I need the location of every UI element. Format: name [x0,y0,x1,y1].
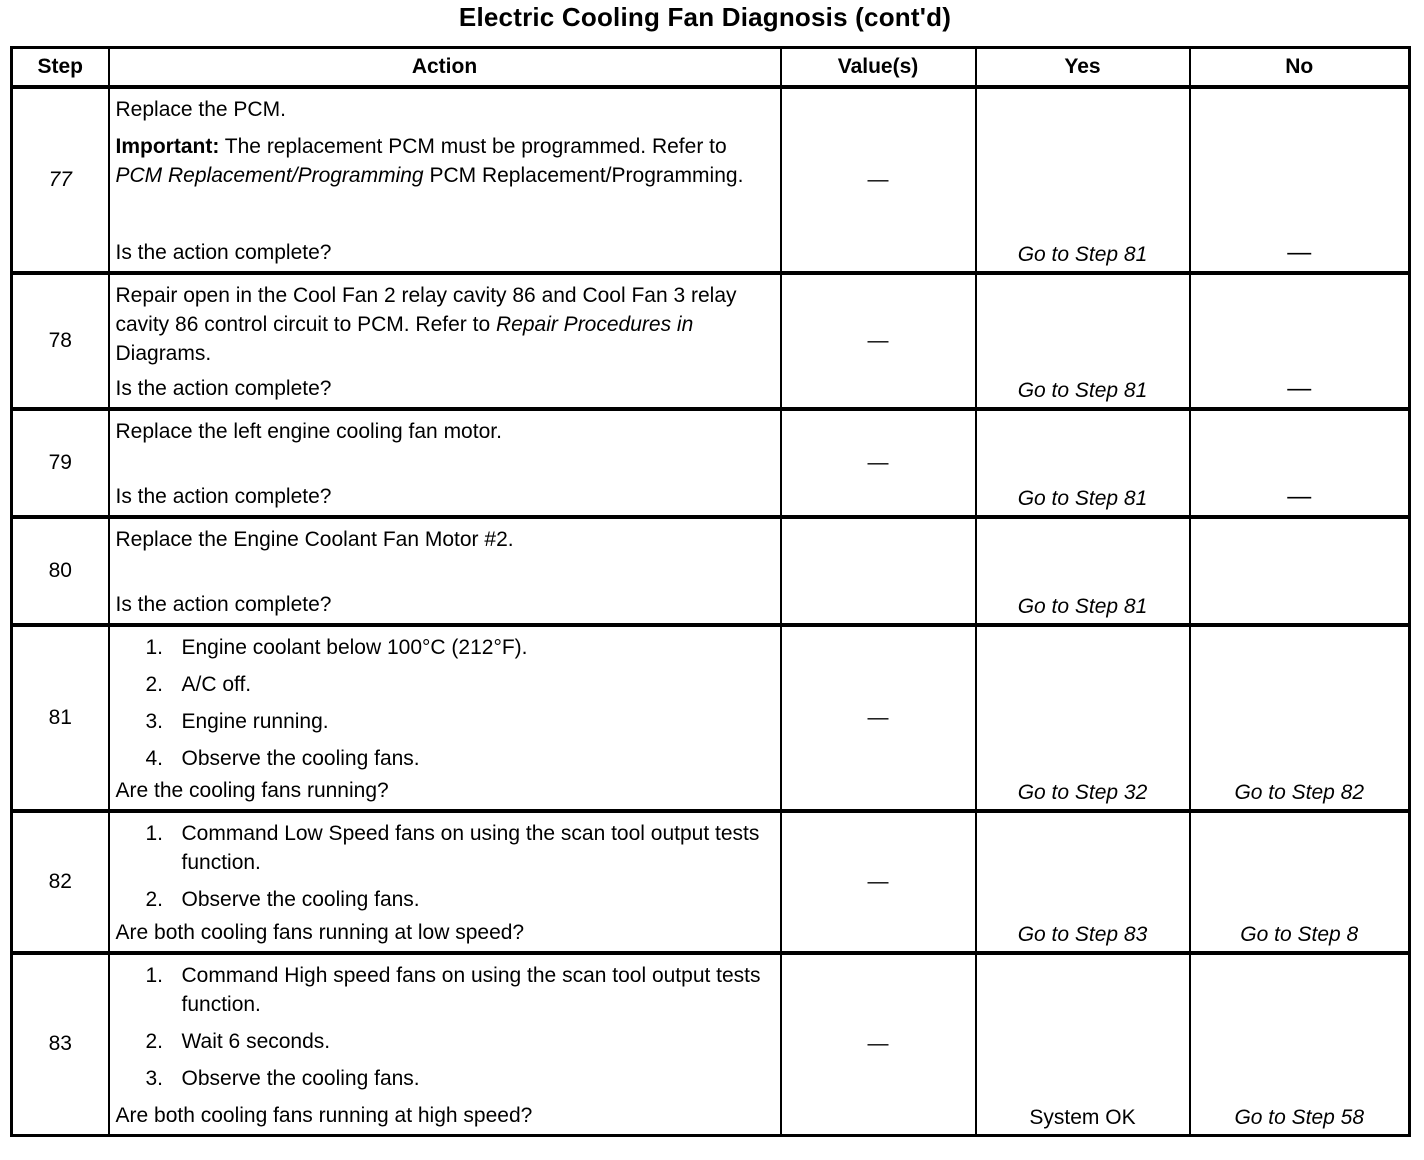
important-text: The replacement PCM must be programmed. Refer to [224,135,727,158]
header-step: Step [12,48,109,88]
action-steps-list [116,819,772,914]
yes-cell: Go to Step 81 [976,409,1190,517]
action-steps-list [116,961,772,1093]
yes-cell: Go to Step 81 [976,517,1190,625]
value-cell: — [781,953,976,1135]
value-cell [781,517,976,625]
header-no: No [1190,48,1410,88]
no-cell [1190,517,1410,625]
action-cell [109,625,781,811]
step-number: 78 [12,273,109,409]
list-item: 3. Engine running. [145,710,329,733]
action-steps-list [116,633,772,773]
action-text: Replace the Engine Coolant Fan Motor #2. [115,528,514,551]
action-question: Are both cooling fans running at high speed? [115,1103,533,1127]
action-cell [109,517,781,625]
action-text-block [116,281,772,368]
step-number: 81 [12,625,109,811]
table-row-82 [12,811,1410,953]
yes-cell: System OK [976,953,1190,1135]
action-question: Is the action complete? [115,593,332,616]
action-cell [109,811,781,953]
table-row-80 [12,517,1410,625]
value-cell: — [781,273,976,409]
list-item: 3. Observe the cooling fans. [145,1067,420,1090]
step-number: 80 [12,517,109,625]
step-number: 77 [12,87,109,273]
action-cell [109,409,781,517]
step-number: 83 [12,953,109,1135]
action-text: Replace the left engine cooling fan motor. [115,420,502,443]
reference-italic: Repair Procedures in [495,313,694,336]
yes-cell: Go to Step 81 [976,273,1190,409]
reference-plain: PCM Replacement/Programming. [429,164,744,187]
list-item: 2. A/C off. [145,673,252,696]
no-cell: Go to Step 58 [1190,953,1410,1135]
action-question: Is the action complete? [115,241,332,264]
list-item: 2. Observe the cooling fans. [145,888,420,911]
table-row-77 [12,87,1410,273]
header-yes: Yes [976,48,1190,88]
action-question: Are both cooling fans running at low speed? [115,921,525,944]
action-question: Is the action complete? [115,485,332,508]
list-item: 2. Wait 6 seconds. [145,1030,331,1053]
important-label: Important: [115,135,220,158]
value-cell: — [781,87,976,273]
list-item: 4. Observe the cooling fans. [145,747,420,770]
value-cell: — [781,409,976,517]
action-question: Are the cooling fans running? [115,779,389,802]
table-row-79 [12,409,1410,517]
table-row-81 [12,625,1410,811]
header-values: Value(s) [781,48,976,88]
reference-italic: PCM Replacement/Programming [115,164,424,187]
value-cell: — [781,811,976,953]
no-cell: Go to Step 82 [1190,625,1410,811]
value-cell: — [781,625,976,811]
action-text: Replace the PCM. [115,98,286,121]
reference-plain: Diagrams. [115,342,212,365]
list-item: 1. Engine coolant below 100°C (212°F). [145,636,528,659]
yes-cell: Go to Step 81 [976,87,1190,273]
no-cell: — [1190,87,1410,273]
action-cell [109,87,781,273]
important-note [116,132,772,190]
yes-cell: Go to Step 32 [976,625,1190,811]
header-row [12,48,1410,88]
action-text: Repair open in the Cool Fan 2 relay cavity 86 and Cool Fan 3 relay cavity 86 control circuit to PCM. Refer to [115,284,737,336]
no-cell: — [1190,273,1410,409]
step-number: 79 [12,409,109,517]
no-cell: — [1190,409,1410,517]
header-action: Action [109,48,781,88]
list-item: 1. Command High speed fans on using the scan tool output tests function. [145,964,761,1016]
step-number: 82 [12,811,109,953]
table-row-78 [12,273,1410,409]
no-cell: Go to Step 8 [1190,811,1410,953]
action-question: Is the action complete? [115,377,332,400]
yes-cell: Go to Step 83 [976,811,1190,953]
action-cell [109,953,781,1135]
action-cell [109,273,781,409]
table-row-83 [12,953,1410,1135]
page-title: Electric Cooling Fan Diagnosis (cont'd) [458,2,952,32]
diagnosis-table [10,46,1411,1137]
list-item: 1. Command Low Speed fans on using the scan tool output tests function. [145,822,760,874]
